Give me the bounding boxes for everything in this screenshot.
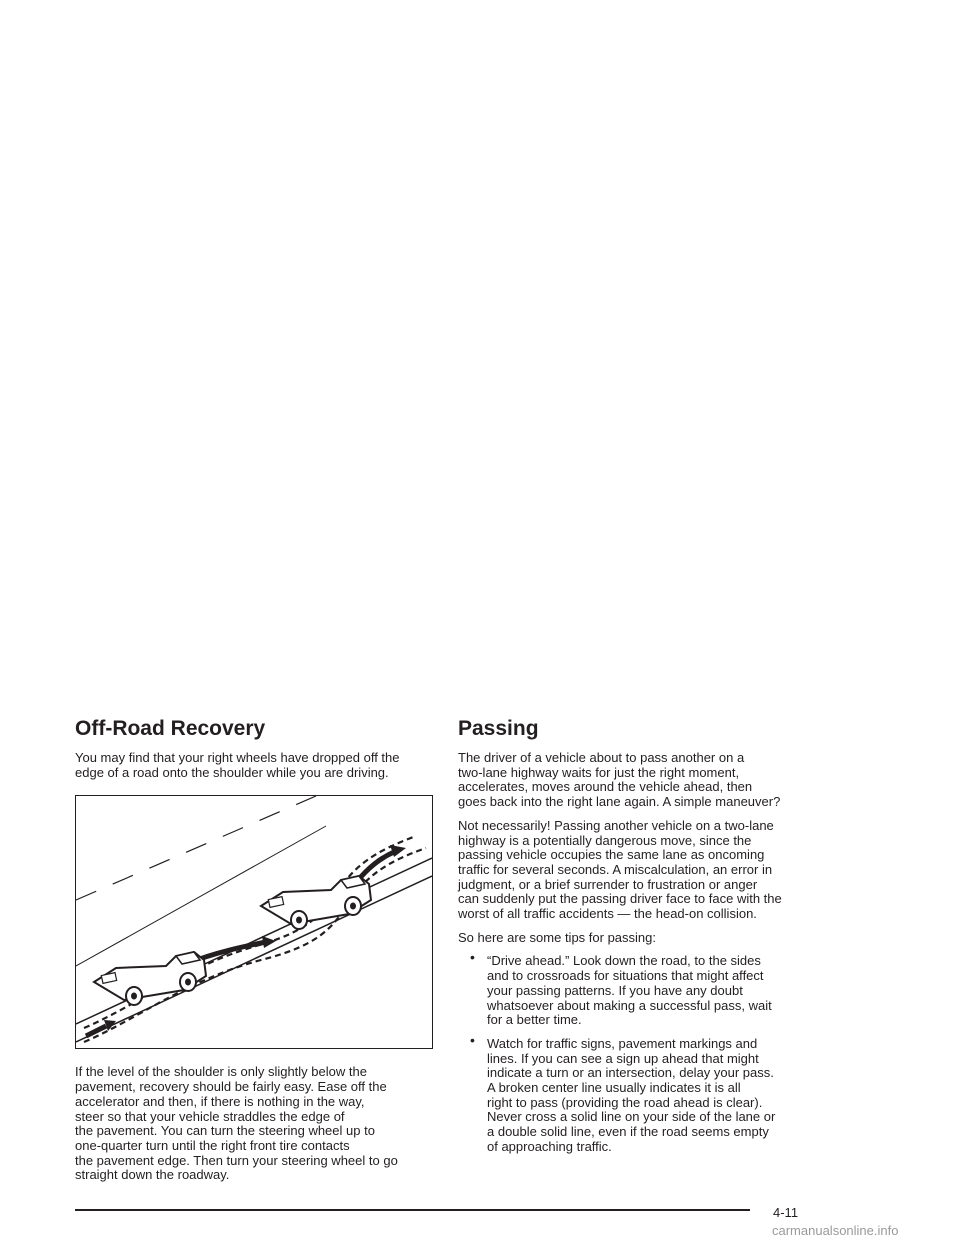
passing-paragraph-2: Not necessarily! Passing another vehicle on a two-lane highway is a potentially dangerous move, since the passing vehicle occupies the same lane as oncoming traffic for several seconds. A miscalculation, an error in judgment, or a brief surrender to frustration or anger can suddenly put the passing driver face to face with the worst of all traffic accidents — the head-on collision. (458, 817, 782, 922)
road-recovery-diagram (76, 796, 432, 1048)
center-dashed-line (76, 796, 316, 900)
passing-section (458, 716, 794, 1164)
bullet-icon: • (470, 949, 475, 966)
passing-tips-list (458, 949, 794, 1154)
list-item (470, 949, 794, 1028)
arrow-segment-1 (86, 1026, 106, 1036)
truck-front (261, 876, 371, 929)
tip-text-watch-signs: Watch for traffic signs, pavement markings and lines. If you can see a sign up ahead that might indicate a turn or an intersection, delay your pass. A broken center line usually indicates it is all right to pass (providing the road ahead is clear). Never cross a solid line on your side of the lane or a double solid line, even if the road seems empty of approaching traffic. (487, 1035, 776, 1154)
shoulder-edge-line (76, 876, 432, 1042)
tip-text-drive-ahead: “Drive ahead.” Look down the road, to the sides and to crossroads for situations that might affect your passing patterns. If you have any doubt whatsoever about making a successful pass, wait for a better time. (487, 953, 772, 1028)
arrow-head-2 (262, 936, 276, 948)
page-number: 4-11 (773, 1205, 799, 1220)
off-road-intro-paragraph: You may find that your right wheels have dropped off the edge of a road onto the shoulder while you are driving. (75, 750, 400, 780)
watermark-text: carmanualsonline.info (772, 1223, 899, 1238)
passing-paragraph-1: The driver of a vehicle about to pass another on a two-lane highway waits for just the right moment, accelerates, moves around the vehicle ahead, then goes back into the right lane again. A simple maneuver? (458, 750, 781, 810)
bullet-icon: • (470, 1031, 475, 1048)
passing-paragraph-3: So here are some tips for passing: (458, 929, 656, 945)
off-road-recovery-heading: Off-Road Recovery (75, 717, 266, 740)
arrow-head-1 (104, 1020, 116, 1031)
list-item (470, 1031, 794, 1155)
off-road-recovery-illustration (75, 795, 433, 1049)
footer-divider (75, 1209, 750, 1211)
passing-heading: Passing (458, 717, 539, 740)
off-road-recovery-body: If the level of the shoulder is only slightly below the pavement, recovery should be fairly easy. Ease off the accelerator and then, if there is nothing in the way, steer so that your vehicle straddles the edge of the pavement. You can turn the steering wheel up to one-quarter turn until the right front tire contacts the pavement edge. Then turn your steering wheel to go straight down the roadway. (75, 1064, 398, 1183)
off-road-recovery-section (75, 716, 433, 1192)
truck-rear (94, 952, 206, 1005)
